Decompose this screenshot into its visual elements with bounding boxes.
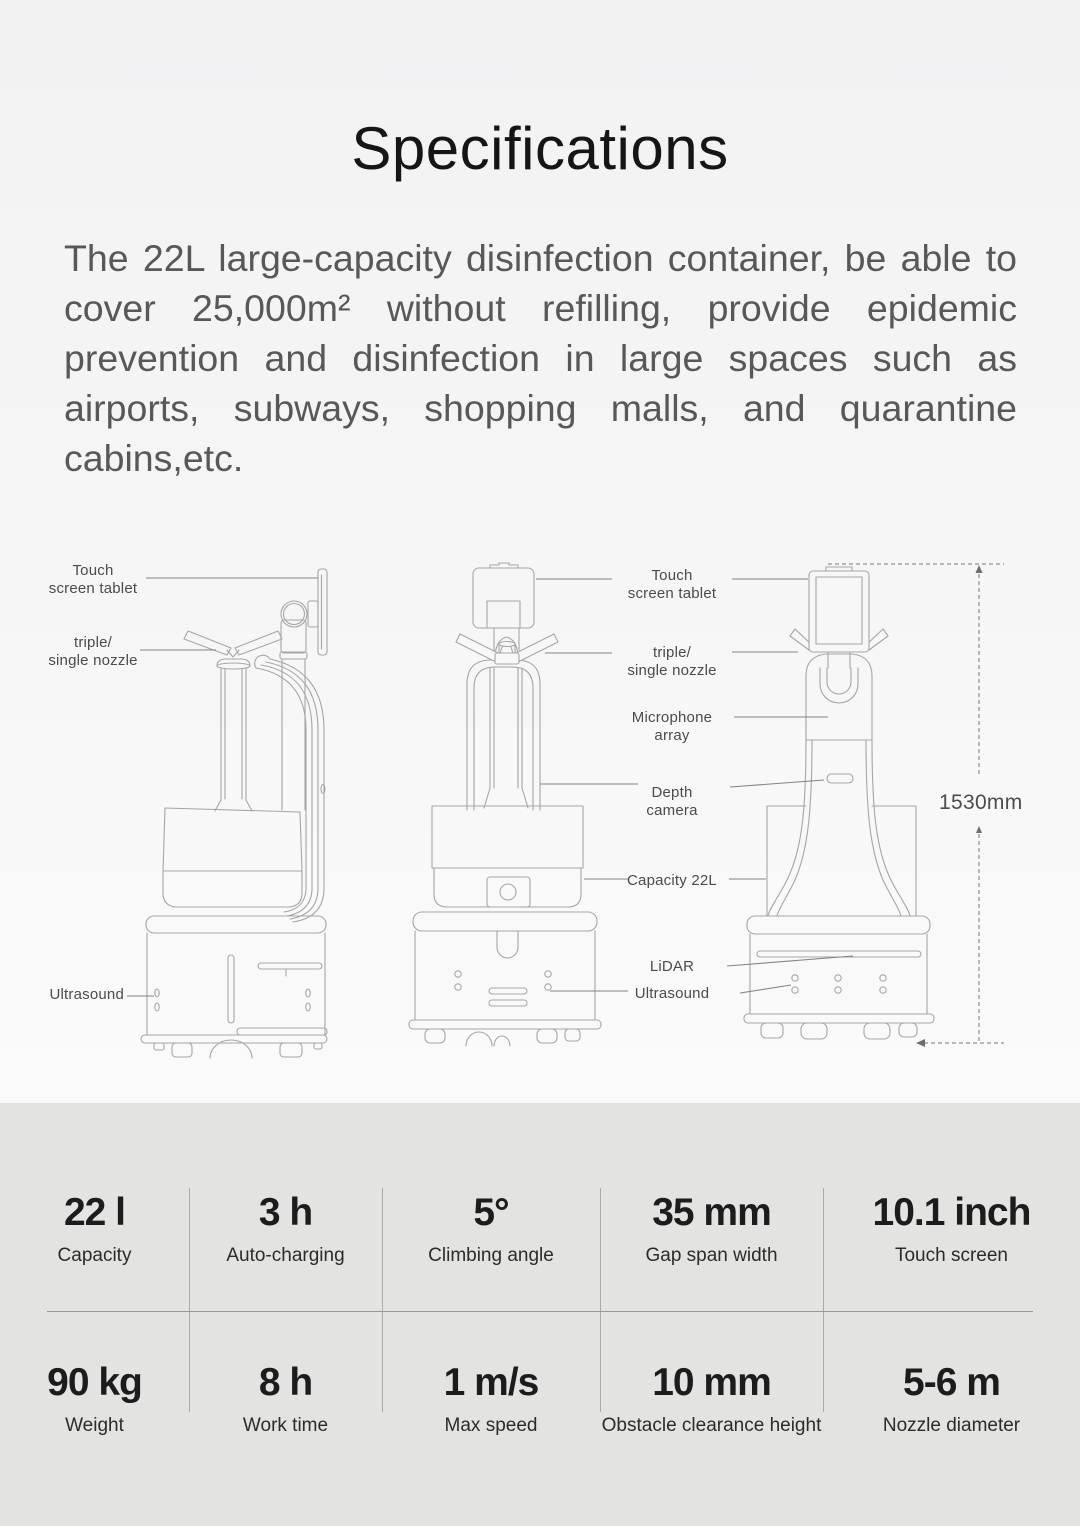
label-ultrasound-center: Ultrasound	[634, 985, 710, 1002]
spec-label: Touch screen	[894, 1245, 1008, 1266]
robot-side-view-drawing	[141, 569, 327, 1058]
label-touch-screen-tablet-left: Touch screen tablet	[48, 562, 138, 597]
spec-value: 90 kg	[47, 1361, 142, 1404]
product-description: The 22L large-capacity disinfection container, be able to cover 25,000m² without refilling, provide epidemic prevention and disinfection in large spaces such as airports, subways, shopping malls, and quarantine cabins,etc.	[64, 237, 1017, 479]
spec-value: 3 h	[258, 1191, 313, 1234]
spec-climbing-angle	[382, 1190, 600, 1267]
spec-nozzle-diameter	[823, 1360, 1080, 1437]
spec-label: Climbing angle	[428, 1245, 554, 1266]
spec-touch-screen	[823, 1190, 1080, 1267]
spec-label: Obstacle clearance height	[601, 1415, 822, 1436]
label-lidar: LiDAR	[649, 958, 695, 975]
label-ultrasound-left: Ultrasound	[49, 986, 124, 1003]
spec-label: Capacity	[57, 1245, 132, 1266]
spec-value: 1 m/s	[443, 1361, 539, 1404]
spec-obstacle-clearance	[600, 1360, 823, 1437]
label-touch-screen-tablet-center: Touch screen tablet	[627, 567, 717, 602]
spec-grid-panel	[0, 1103, 1080, 1526]
spec-value: 5-6 m	[903, 1361, 1000, 1404]
spec-value: 35 mm	[652, 1191, 771, 1234]
spec-auto-charging	[189, 1190, 382, 1267]
spec-label: Nozzle diameter	[882, 1415, 1021, 1436]
height-dimension-label: 1530mm	[939, 791, 1023, 814]
label-nozzle-center: triple/ single nozzle	[627, 644, 717, 679]
spec-row-2	[0, 1360, 1080, 1437]
spec-row-1	[0, 1190, 1080, 1267]
spec-max-speed	[382, 1360, 600, 1437]
spec-label: Max speed	[444, 1415, 538, 1436]
spec-value: 5°	[473, 1191, 509, 1234]
robot-diagram	[0, 540, 1080, 1070]
page-title: Specifications	[351, 115, 729, 182]
spec-gap-span-width	[600, 1190, 823, 1267]
label-depth-camera: Depth camera	[646, 784, 698, 819]
label-capacity: Capacity 22L	[627, 872, 717, 889]
spec-label: Gap span width	[645, 1245, 778, 1266]
spec-label: Weight	[65, 1415, 124, 1436]
row-divider	[47, 1311, 1033, 1312]
spec-value: 22 l	[63, 1191, 126, 1234]
spec-label: Auto-charging	[226, 1245, 345, 1266]
spec-value: 10.1 inch	[872, 1191, 1031, 1234]
spec-work-time	[189, 1360, 382, 1437]
spec-label: Work time	[242, 1415, 329, 1436]
label-microphone-array: Microphone array	[631, 709, 713, 744]
robot-front-view-drawing	[409, 563, 601, 1046]
spec-value: 8 h	[258, 1361, 313, 1404]
spec-capacity	[0, 1190, 189, 1267]
spec-weight	[0, 1360, 189, 1437]
spec-value: 10 mm	[652, 1361, 771, 1404]
robot-back-view-drawing	[744, 567, 934, 1039]
label-nozzle-left: triple/ single nozzle	[48, 634, 138, 669]
